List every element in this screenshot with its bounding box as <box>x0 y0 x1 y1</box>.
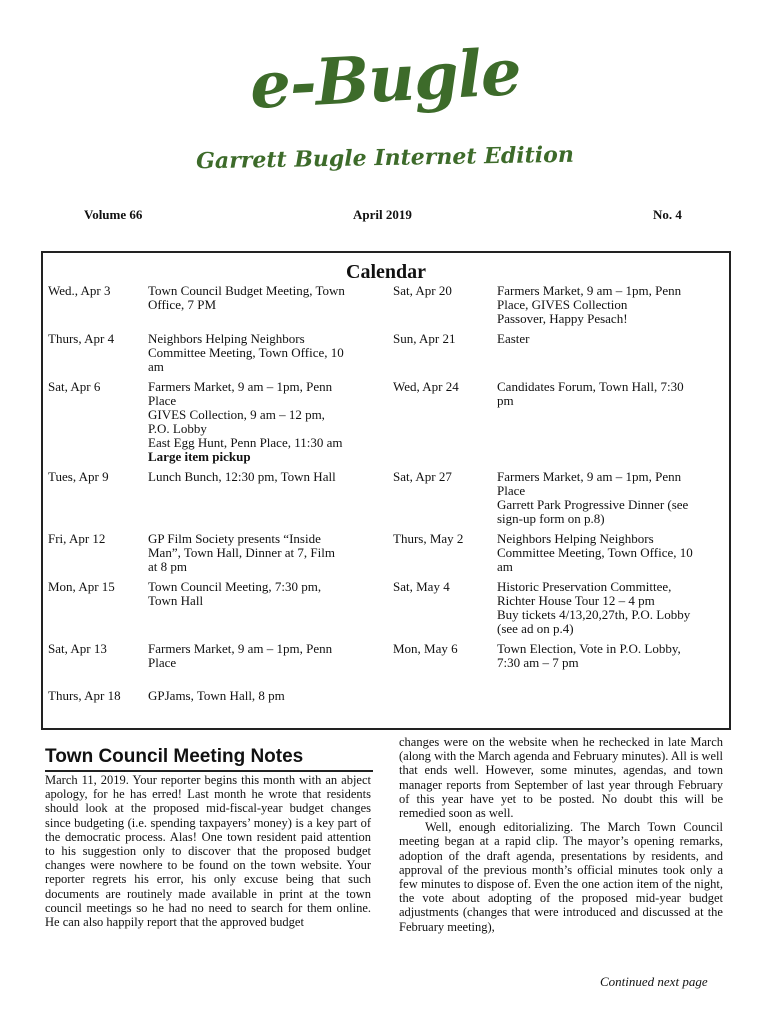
article-paragraph: changes were on the website when he rechecked in late March (along with the March agenda and February minutes). All is well that ends well. However, some minutes, agendas, and town manager reports from September of last year through February of this year have yet to be posted. No doubt this will be remedied soon as well. <box>399 735 723 821</box>
cal-date: Sun, Apr 21 <box>393 331 456 346</box>
cal-date: Thurs, Apr 18 <box>48 688 121 703</box>
cal-date: Sat, Apr 13 <box>48 641 107 656</box>
ebugle-logo: e-Bugle <box>247 34 523 125</box>
cal-event: Farmers Market, 9 am – 1pm, Penn Place <box>148 641 333 670</box>
cal-event: Lunch Bunch, 12:30 pm, Town Hall <box>148 469 336 484</box>
cal-date: Thurs, May 2 <box>393 531 464 546</box>
cal-event: Neighbors Helping Neighbors Committee Meeting, Town Office, 10 am <box>497 531 693 574</box>
masthead <box>0 34 770 125</box>
cal-event: Town Council Meeting, 7:30 pm, Town Hall <box>148 579 322 608</box>
cal-event: Farmers Market, 9 am – 1pm, Penn Place Garrett Park Progressive Dinner (see sign-up form on p.8) <box>497 469 689 526</box>
cal-date: Mon, Apr 15 <box>48 579 115 594</box>
issue-number: No. 4 <box>653 207 682 222</box>
article-paragraph: March 11, 2019. Your reporter begins this month with an abject apology, for he has erred! Last month he wrote that residents should look at the proposed mid-fiscal-year budget changes since budgeting (i.e. spending taxpayers’ money) is a key part of the democratic process. Alas! One town resident paid attention to his suggestion only to discover that the proposed budget changes were nowhere to be found on the town website. Your reporter regrets his error, his only excuse being that such documents are routinely made available in print at the town council meetings so he had no need to search for them online. He can also happily report that the approved budget <box>45 773 371 930</box>
cal-event: Farmers Market, 9 am – 1pm, Penn Place, GIVES Collection Passover, Happy Pesach! <box>497 283 682 326</box>
cal-date: Sat, Apr 27 <box>393 469 452 484</box>
cal-event: Neighbors Helping Neighbors Committee Meeting, Town Office, 10 am <box>148 331 344 374</box>
cal-date: Mon, May 6 <box>393 641 458 656</box>
article-paragraph: Well, enough editorializing. The March Town Council meeting began at a rapid clip. The mayor’s opening remarks, adoption of the draft agenda, presentations by residents, and approval of the previous month’s official minutes took only a few minutes to dispose of. Even the one action item of the night, the vote about adopting of the proposed mid-year budget adjustments (changes that were introduced and discussed at the February meeting), <box>399 820 723 934</box>
cal-event: Easter <box>497 331 530 346</box>
cal-date: Fri, Apr 12 <box>48 531 106 546</box>
cal-event: Candidates Forum, Town Hall, 7:30 pm <box>497 379 684 408</box>
cal-date: Tues, Apr 9 <box>48 469 109 484</box>
cal-event: GP Film Society presents “Inside Man”, Town Hall, Dinner at 7, Film at 8 pm <box>148 531 335 574</box>
cal-date: Thurs, Apr 4 <box>48 331 115 346</box>
issue-date: April 2019 <box>353 207 412 222</box>
cal-date: Sat, Apr 6 <box>48 379 101 394</box>
cal-date: Wed., Apr 3 <box>48 283 111 298</box>
cal-event: GPJams, Town Hall, 8 pm <box>148 688 285 703</box>
cal-date: Wed, Apr 24 <box>393 379 459 394</box>
title-rule <box>45 770 373 772</box>
issue-volume: Volume 66 <box>84 207 143 222</box>
calendar-title: Calendar <box>346 261 426 283</box>
cal-date: Sat, May 4 <box>393 579 450 594</box>
cal-event: Town Council Budget Meeting, Town Office, 7 PM <box>148 283 345 312</box>
masthead-subtitle: Garrett Bugle Internet Edition <box>195 141 575 175</box>
article-column-2 <box>399 735 723 934</box>
cal-event: Historic Preservation Committee, Richter House Tour 12 – 4 pm Buy tickets 4/13,20,27th, P.O. Lobby (see ad on p.4) <box>497 579 691 636</box>
cal-event: Farmers Market, 9 am – 1pm, Penn Place GIVES Collection, 9 am – 12 pm, P.O. Lobby East Egg Hunt, Penn Place, 11:30 am Large item pickup <box>148 379 343 464</box>
calendar-box <box>41 251 731 730</box>
article-column-1 <box>45 773 371 929</box>
continued-note: Continued next page <box>600 974 708 989</box>
article-title: Town Council Meeting Notes <box>45 746 304 767</box>
cal-date: Sat, Apr 20 <box>393 283 452 298</box>
cal-event: Town Election, Vote in P.O. Lobby, 7:30 am – 7 pm <box>497 641 681 670</box>
